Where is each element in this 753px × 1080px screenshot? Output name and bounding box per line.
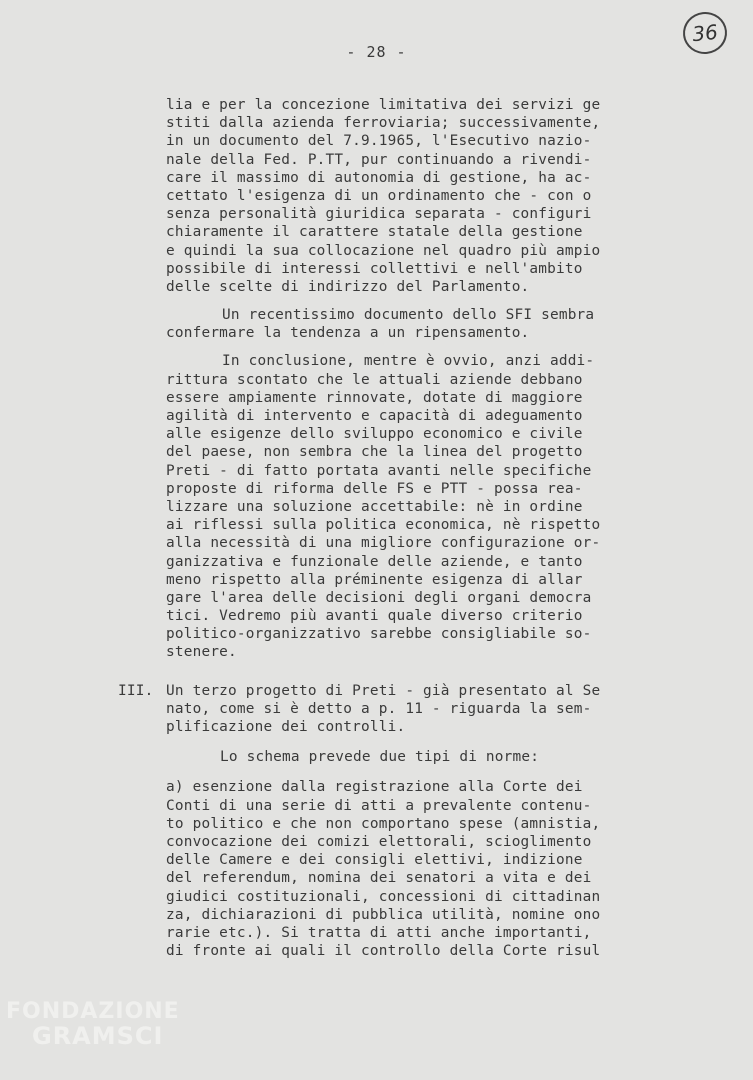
section-numeral: III. (118, 682, 154, 699)
text-line: lizzare una soluzione accettabile: nè in ordine (166, 498, 583, 515)
text-line: lia e per la concezione limitativa dei servizi ge (166, 97, 601, 113)
text-line: agilità di intervento e capacità di adeguamento (166, 408, 583, 424)
paragraph (166, 748, 626, 766)
section-iii (118, 682, 626, 737)
text-line: del referendum, nomina dei senatori a vita e dei (166, 870, 592, 887)
paragraph (166, 352, 626, 661)
text-line: alle esigenze dello sviluppo economico e civile (166, 426, 583, 443)
archive-stamp: 36 (681, 10, 729, 56)
text-line: ai riflessi sulla politica economica, nè rispetto (166, 517, 601, 534)
watermark-line: FONDAZIONE (6, 999, 180, 1024)
text-line: giudici costituzionali, concessioni di cittadinan (166, 888, 601, 905)
text-line: to politico e che non comportano spese (amnistia, (166, 815, 601, 832)
list-item-a (166, 778, 626, 960)
text-line: convocazione dei comizi elettorali, scioglimento (166, 833, 592, 850)
text-line: in un documento del 7.9.1965, l'Esecutivo nazio- (166, 133, 592, 150)
text-line: senza personalità giuridica separata - configuri (166, 206, 592, 223)
page-number: - 28 - (346, 43, 407, 61)
document-body (118, 96, 626, 960)
text-line: In conclusione, mentre è ovvio, anzi addi- (222, 353, 595, 370)
text-line: plificazione dei controlli. (166, 719, 406, 735)
watermark-line: GRAMSCI (32, 1022, 164, 1050)
text-line: delle scelte di indirizzo del Parlamento. (166, 278, 530, 295)
text-line: a) esenzione dalla registrazione alla Corte dei (166, 779, 583, 796)
text-line: Preti - di fatto portata avanti nelle specifiche (166, 462, 592, 479)
text-line: rittura scontato che le attuali aziende debbano (166, 371, 583, 388)
text-line: cettato l'esigenza di un ordinamento che - con o (166, 187, 592, 204)
text-line: nato, come si è detto a p. 11 - riguarda la sem- (166, 700, 592, 717)
text-line: chiaramente il carattere statale della gestione (166, 224, 583, 241)
text-line: Lo schema prevede due tipi di norme: (220, 749, 540, 766)
text-line: gare l'area delle decisioni degli organi democra (166, 589, 592, 606)
text-line: care il massimo di autonomia di gestione, ha ac- (166, 169, 592, 186)
text-line: proposte di riforma delle FS e PTT - possa rea- (166, 480, 583, 497)
text-line: e quindi la sua collocazione nel quadro più ampio (166, 242, 601, 259)
text-line: politico-organizzativo sarebbe consigliabile so- (166, 626, 592, 643)
text-line: Conti di una serie di atti a prevalente contenu- (166, 797, 592, 814)
text-line: del paese, non sembra che la linea del progetto (166, 444, 583, 461)
text-line: possibile di interessi collettivi e nell'ambito (166, 260, 583, 277)
paragraph (166, 306, 626, 342)
paragraph (166, 96, 626, 296)
text-line: stiti dalla azienda ferroviaria; successivamente, (166, 115, 601, 132)
text-line: Un terzo progetto di Preti - già presentato al Se (166, 682, 601, 699)
text-line: delle Camere e dei consigli elettivi, indizione (166, 852, 583, 869)
text-line: alla necessità di una migliore configurazione or- (166, 535, 601, 552)
text-line: nale della Fed. P.TT, pur continuando a rivendi- (166, 151, 592, 168)
text-line: tici. Vedremo più avanti quale diverso criterio (166, 608, 583, 625)
text-line: stenere. (166, 644, 237, 661)
text-line: confermare la tendenza a un ripensamento. (166, 325, 530, 342)
text-line: ganizzativa e funzionale delle aziende, e tanto (166, 553, 583, 570)
text-line: meno rispetto alla préminente esigenza di allar (166, 571, 583, 588)
text-line: essere ampiamente rinnovate, dotate di maggiore (166, 389, 583, 406)
fondazione-gramsci-watermark (6, 1000, 180, 1048)
text-line: za, dichiarazioni di pubblica utilità, nomine ono (166, 906, 601, 923)
text-line: rarie etc.). Si tratta di atti anche importanti, (166, 924, 592, 941)
text-line: Un recentissimo documento dello SFI sembra (222, 307, 595, 324)
text-line: di fronte ai quali il controllo della Corte risul (166, 943, 601, 960)
